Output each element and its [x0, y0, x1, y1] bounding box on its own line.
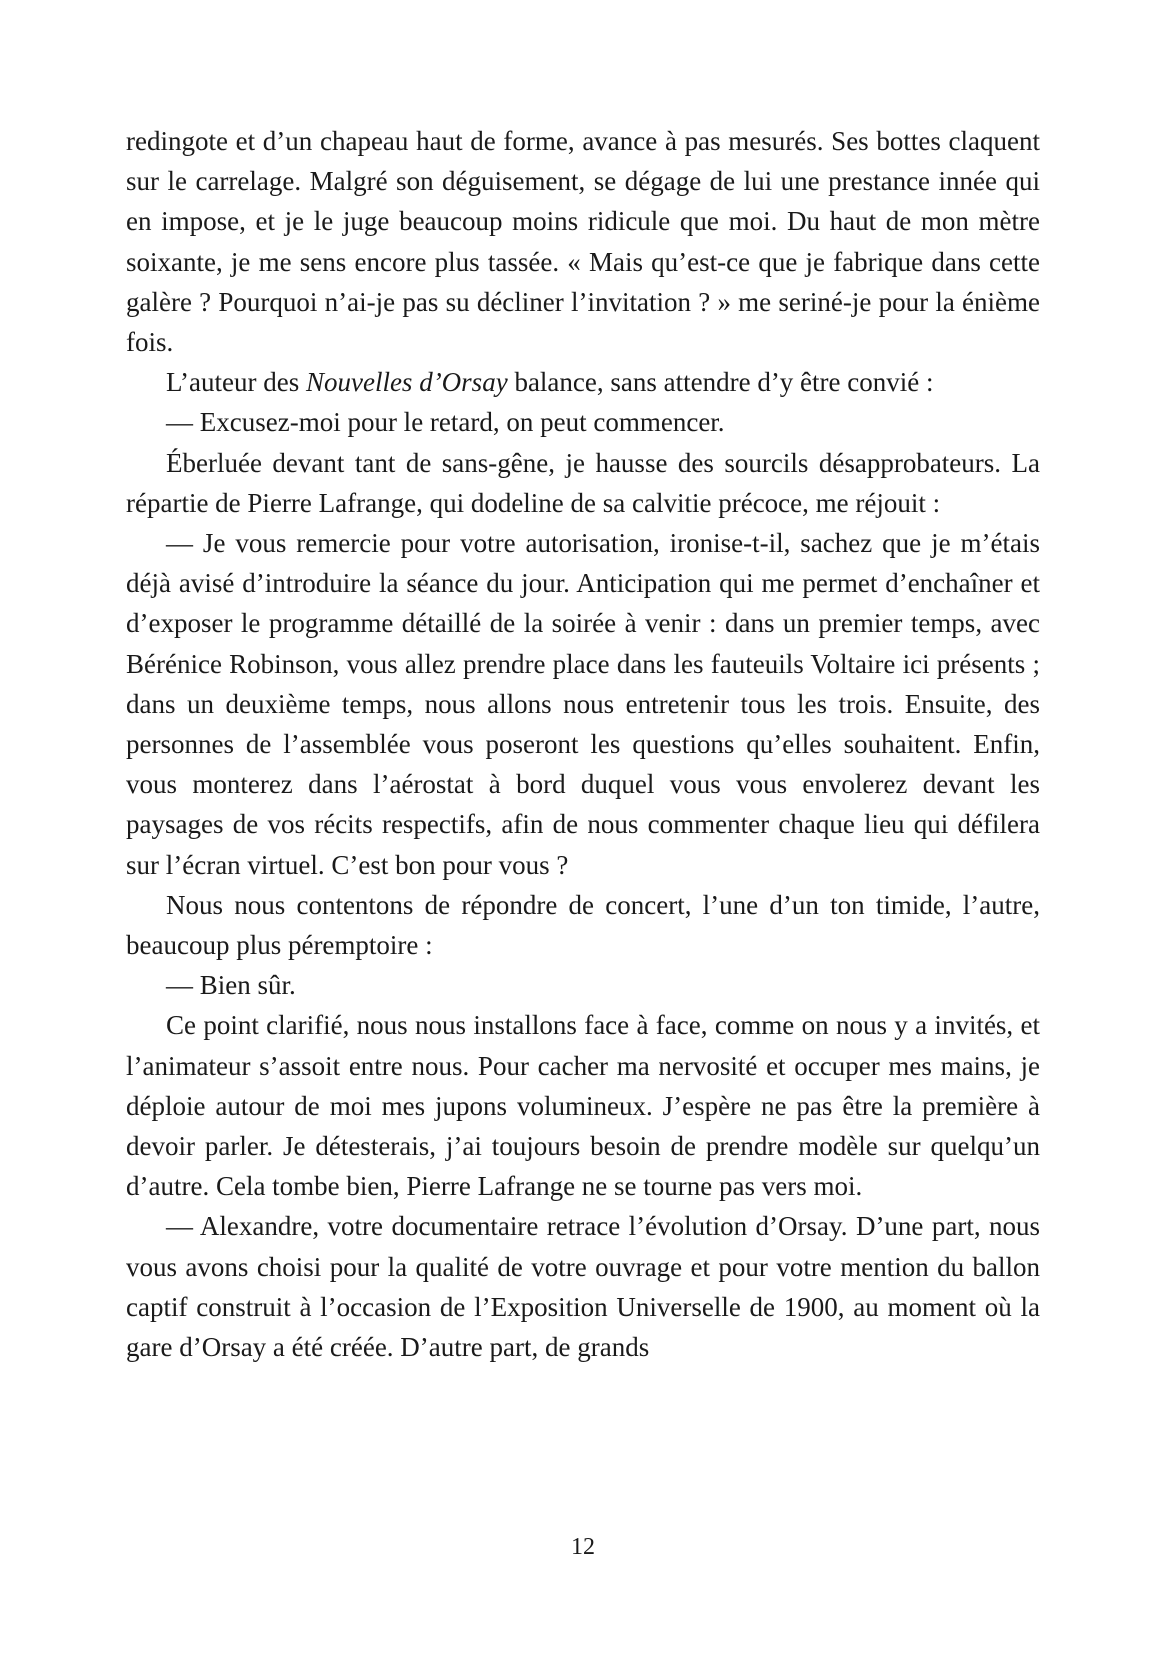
paragraph	[126, 362, 1040, 402]
dialogue-line: — Je vous remercie pour votre autorisation, ironise-t-il, sachez que je m’étais déjà avisé d’introduire la séance du jour. Anticipation qui me permet d’enchaîner et d’exposer le programme détaillé de la soirée à venir : dans un premier temps, avec Bérénice Robinson, vous allez prendre place dans les fauteuils Voltaire ici présents ; dans un deuxième temps, nous allons nous entretenir tous les trois. Ensuite, des personnes de l’assemblée vous poseront les questions qu’elles souhaitent. Enfin, vous monterez dans l’aérostat à bord duquel vous vous envolerez devant les paysages de vos récits respectifs, afin de nous commenter chaque lieu qui défilera sur l’écran virtuel. C’est bon pour vous ?	[126, 528, 1040, 880]
book-title: Nouvelles d’Orsay	[305, 367, 508, 398]
paragraph: Nous nous contentons de répondre de concert, l’une d’un ton timide, l’autre, beaucoup plus péremptoire :	[126, 889, 1040, 961]
paragraph-text: L’auteur des	[166, 367, 306, 398]
paragraph: redingote et d’un chapeau haut de forme, avance à pas mesurés. Ses bottes claquent sur le carrelage. Malgré son déguisement, se dégage de lui une prestance innée qui en impose, et je le juge beaucoup moins ridicule que moi. Du haut de mon mètre soixante, je me sens encore plus tassée. « Mais qu’est-ce que je fabrique dans cette galère ? Pourquoi n’ai-je pas su décliner l’invitation ? » me seriné-je pour la énième fois.	[126, 126, 1040, 358]
page-number: 12	[571, 1534, 595, 1560]
paragraph: Éberluée devant tant de sans-gêne, je hausse des sourcils désapprobateurs. La répartie de Pierre Lafrange, qui dodeline de sa calvitie précoce, me réjouit :	[126, 447, 1040, 518]
dialogue-line: — Alexandre, votre documentaire retrace l’évolution d’Orsay. D’une part, nous vous avons choisi pour la qualité de votre ouvrage et pour votre mention du ballon captif construit à l’occasion de l’Exposition Universelle de 1900, au moment où la gare d’Orsay a été créée. D’autre part, de grands	[126, 1211, 1040, 1363]
paragraph-text: balance, sans attendre d’y être convié :	[507, 367, 934, 398]
dialogue-line: — Bien sûr.	[166, 970, 296, 1001]
paragraph: Ce point clarifié, nous nous installons face à face, comme on nous y a invités, et l’animateur s’assoit entre nous. Pour cacher ma nervosité et occuper mes mains, je déploie autour de moi mes jupons volumineux. J’espère ne pas être la première à devoir parler. Je détesterais, j’ai toujours besoin de prendre modèle sur quelqu’un d’autre. Cela tombe bien, Pierre Lafrange ne se tourne pas vers moi.	[126, 1010, 1040, 1202]
dialogue-line: — Excusez-moi pour le retard, on peut commencer.	[166, 407, 725, 438]
page-body	[126, 121, 1040, 1367]
